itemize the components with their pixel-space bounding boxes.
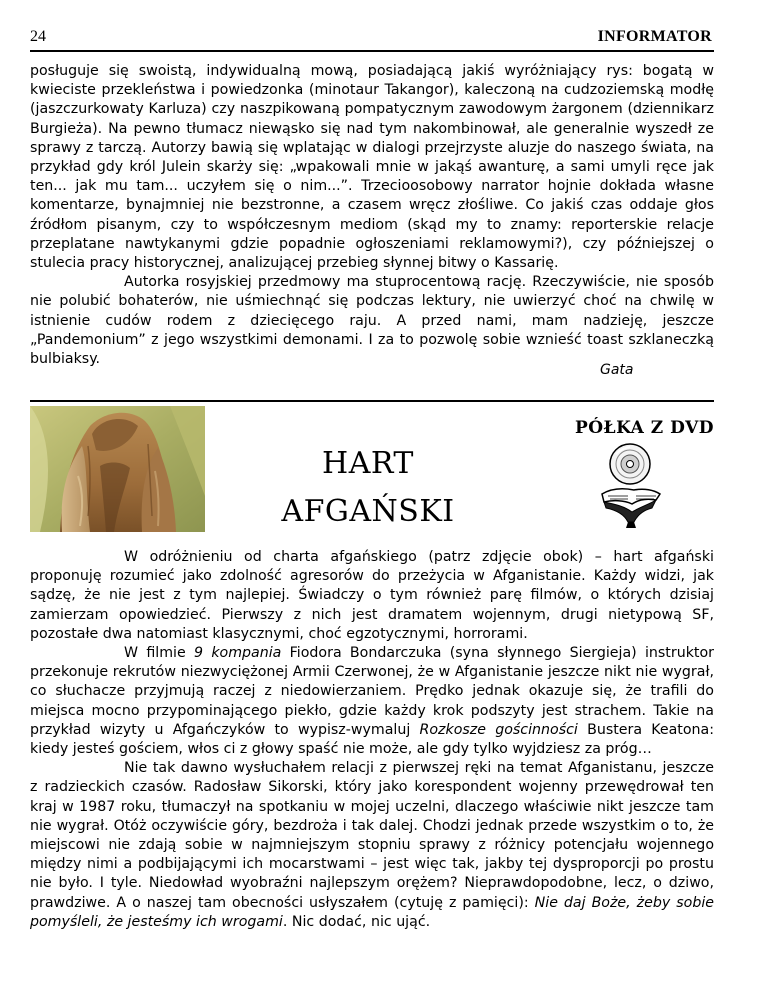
section-title-line-2: AFGAŃSKI [281,494,455,529]
author-signature: Gata [600,362,634,378]
paragraph: Autorka rosyjskiej przedmowy ma stuprocentową rację. Rzeczywiście, nie sposób nie polubić bohaterów, nie uśmiechnąć się podczas lektury, nie uwierzyć choć na chwilę w istnienie cudów rodem z dziecięcego raju. A przed nami, mam nadzieję, jeszcze „Pandemonium” z jego wszystkimi demonami. I za to pozwolę sobie wznieść toast szklaneczką bulbiaksy. [30,274,714,368]
section-title-line-1: HART [322,446,414,481]
film-title: 9 kompania [194,645,282,662]
paragraph [30,759,714,932]
article-body [30,548,714,932]
text-run: Fiodora Bondarczuka (syna słynnego Siergieja) instruktor przekonuje rekrutów niezwyciężonej Armii Czerwonej, że w Afganistanie jeszcze nikt nie wygrał, co słuchacze przyjmują raczej z niedowierzaniem. Prędko jednak okazuje się, że trafili do miejsca mocno przypominającego piekło, gdzie każdy krok podszyty jest strachem. Takie na przykład wizyty u Afgańczyków to wypisz-wymaluj [30,645,714,738]
text-run: Bustera Keatona: kiedy jesteś gościem, włos ci z głowy spaść nie może, ale gdy tylko wyjdziesz za próg… [30,721,715,758]
paragraph: posługuje się swoistą, indywidualną mową, posiadającą jakiś wyróżniający rys: bogatą w kwieciste przekleństwa i powiedzonka (minotaur Takangor), kaleczoną na cudzoziemską modłę (jaszczurkowaty Karluza) czy naszpikowaną pompatycznym zawodowym żargonem (dziennikarz Burgieża). Na pewno tłumacz niewąsko się nad tym nakombinował, ale generalnie wyszedł ze sprawy z tarczą. Autorzy bawią się wplatając w dialogi przejrzyste aluzje do naszego świata, na przykład gdy król Julein skarży się: „wpakowali mnie w jakąś awanturę, a sami umyli ręce jak ten... jak mu tam... uczyłem się o nim...”. Trzecioosobowy narrator hojnie dokłada własne komentarze, bynajmniej nie bezstronne, a czasem wręcz złośliwe. Co jakiś czas oddaje głos źródłom pisanym, czy to współczesnym mediom (skąd my to znamy: reporterskie relacje przeplatane nawtykanymi gdzie popadnie ogłoszeniami reklamowymi?), czy późniejszej o stulecia pracy historycznej, analizującej przebieg słynnej bitwy o Kassarię. [30,63,714,272]
text-run: . Nic dodać, nic ująć. [282,913,431,930]
section-rule [30,400,714,402]
paragraph: W odróżnieniu od charta afgańskiego (patrz zdjęcie obok) – hart afgański proponuję rozumieć jako zdolność agresorów do przeżycia w Afganistanie. Każdy widzi, jak sądzę, że nie jest z tym najlepiej. Świadczy o tym również parę filmów, o których dzisiaj zamierzam opowiedzieć. Pierwszy z nich jest dramatem wojennym, drugi nietypową SF, pozostałe dwa natomiast klasycznymi, choć egzotycznymi, horrorami. [30,549,714,642]
text-run: Nie tak dawno wysłuchałem relacji z pierwszej ręki na temat Afganistanu, jeszcze z radzieckich czasów. Radosław Sikorski, który jako korespondent wojenny przewędrował ten kraj w 1987 roku, tłumaczył na spotkaniu w mojej uczelni, dlaczego właściwie nikt jeszcze tam nie wygrał. Otóż oczywiście góry, bezdroża i tak dalej. Chodzi jednak przede wszystkim o to, że miejscowi nie zdają sobie w najmniejszym stopniu sprawy z różnicy potencjału wojennego między nimi a podbijającymi ich mocarstwami – jest więc tak, jakby tej dysproporcji po prostu nie było. I tyle. Niedowład wyobraźni najlepszym orężem? Nieprawdopodobne, lecz, o dziwo, prawdziwe. A o naszej tam obecności usłyszałem (cytuję z pamięci): [30,760,714,911]
afghan-hound-photo [30,406,205,532]
column-label: PÓŁKA Z DVD [574,418,714,438]
paragraph [30,644,714,759]
running-header-title: INFORMATOR [597,28,712,45]
film-title: Rozkosze gościnności [419,721,578,738]
quotation: Nie daj Boże, żeby sobie pomyśleli, że jesteśmy ich wrogami [30,894,714,930]
text-run: W filmie [124,645,194,662]
article-continuation [30,62,714,369]
header-rule [30,50,714,52]
dvd-disc-hand-icon [594,442,666,530]
page-number: 24 [30,28,46,45]
afghan-hound-illustration [30,406,205,532]
section-title [258,440,478,536]
